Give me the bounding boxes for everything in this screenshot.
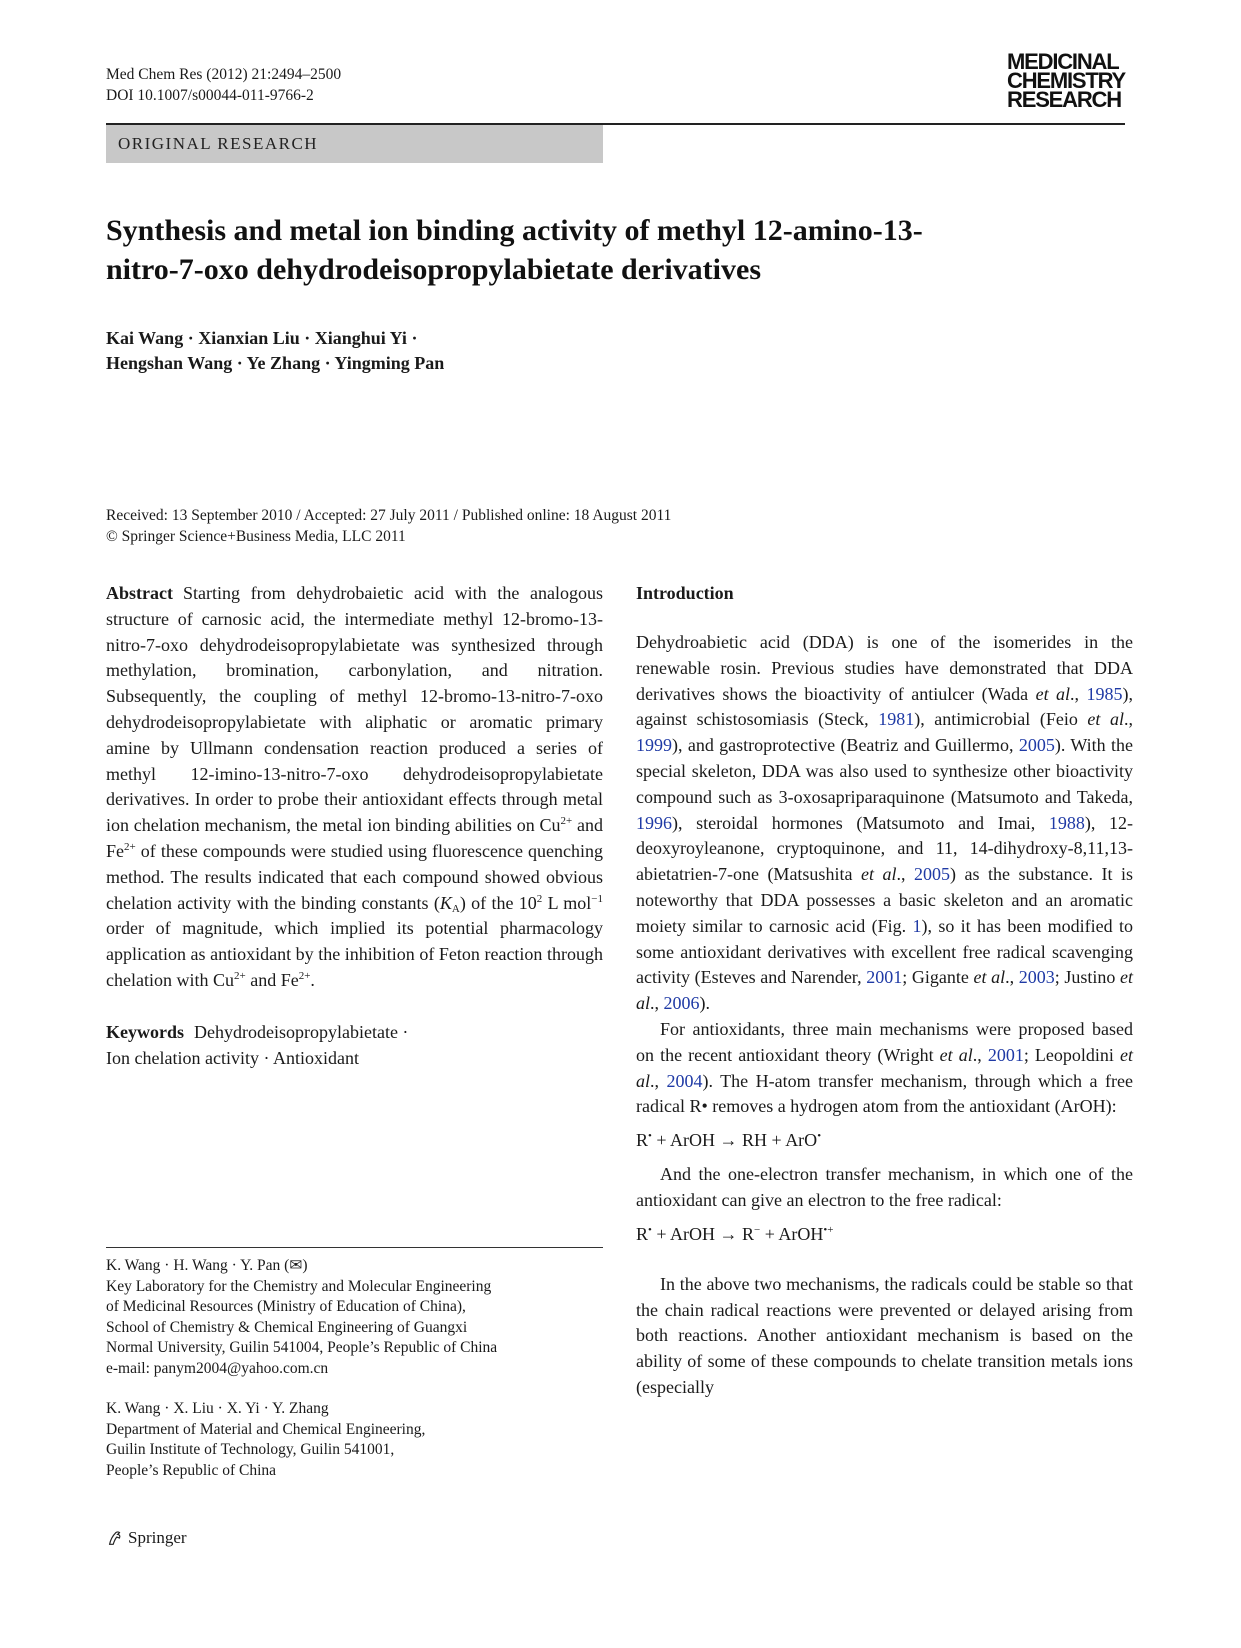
- citation-link[interactable]: 2005: [913, 864, 950, 885]
- logo-line: CHEMISTRY: [1007, 68, 1125, 93]
- affiliation-line: People’s Republic of China: [106, 1461, 277, 1479]
- equation-h-atom-transfer: R• + ArOH → RH + ArO•: [636, 1130, 822, 1151]
- citation-link[interactable]: 2005: [1018, 735, 1055, 756]
- affiliation-names: K. Wang · X. Liu · X. Yi · Y. Zhang: [106, 1400, 329, 1417]
- citation-link[interactable]: 1981: [878, 709, 915, 730]
- keyword-line: Dehydrodeisopropylabietate ·: [194, 1021, 409, 1042]
- logo-line: RESEARCH: [1007, 87, 1121, 112]
- citation-link[interactable]: 2001: [987, 1044, 1024, 1065]
- citation-link[interactable]: 1999: [636, 735, 672, 756]
- publisher-footer: [106, 1528, 187, 1548]
- keywords: [106, 1020, 603, 1072]
- journal-reference: [106, 64, 341, 106]
- abstract-label: Abstract: [106, 583, 173, 603]
- citation-link[interactable]: 1996: [636, 812, 672, 833]
- affiliation-1: [106, 1256, 603, 1379]
- keywords-label: Keywords: [106, 1021, 184, 1042]
- affiliation-line: Normal University, Guilin 541004, People’s Republic of China: [106, 1339, 498, 1356]
- citation-link[interactable]: 2003: [1018, 967, 1055, 988]
- affiliation-divider: [106, 1247, 603, 1248]
- citation-link[interactable]: 1988: [1048, 812, 1085, 833]
- doi: DOI 10.1007/s00044-011-9766-2: [106, 87, 314, 104]
- intro-paragraph: In the above two mechanisms, the radicals could be stable so that the chain radical reactions were prevented or delayed arising from both reactions. Another antioxidant mechanism is based on the ability of some of these compounds to chelate transition metals ions (especially: [636, 1273, 1133, 1397]
- affiliation-2: [106, 1399, 603, 1481]
- section-banner: ORIGINAL RESEARCH: [106, 125, 603, 163]
- springer-horse-icon: [106, 1529, 124, 1547]
- author-line: Hengshan Wang · Ye Zhang · Yingming Pan: [106, 353, 445, 373]
- intro-paragraph: And the one-electron transfer mechanism, in which one of the antioxidant can give an electron to the free radical:: [636, 1164, 1133, 1210]
- italic-text: et al: [636, 1044, 1133, 1091]
- copyright-line: © Springer Science+Business Media, LLC 2011: [106, 528, 406, 545]
- affiliation-line: Guilin Institute of Technology, Guilin 541001,: [106, 1441, 395, 1458]
- article-title: [106, 211, 1116, 289]
- affiliation-line: Department of Material and Chemical Engineering,: [106, 1420, 426, 1438]
- italic-text: et al: [973, 967, 1006, 988]
- logo-line: MEDICINAL: [1007, 49, 1119, 74]
- affiliation-line: of Medicinal Resources (Ministry of Education of China),: [106, 1298, 466, 1315]
- intro-paragraph: Dehydroabietic acid (DDA) is one of the isomerides in the renewable rosin. Previous studies have demonstrated that DDA derivatives shows the bioactivity of antiulcer (Wada et al., 1985), against schistosomiasis (Steck, 1981), antimicrobial (Feio et al., 1999), and gastroprotective (Beatriz and Guillermo, 2005). With the special skeleton, DDA was also used to synthesize other bioactivity compound such as 3-oxosapriparaquinone (Matsumoto and Takeda, 1996), steroidal hormones (Matsumoto and Imai, 1988), 12-deoxyroyleanone, cryptoquinone, and 11, 14-dihydroxy-8,11,13-abietatrien-7-one (Matsushita et al., 2005) as the substance. It is noteworthy that DDA possesses a basic skeleton and an aromatic moiety similar to carnosic acid (Fig. 1), so it has been modified to some antioxidant derivatives with excellent free radical scavenging activity (Esteves and Narender, 2001; Gigante et al., 2003; Justino et al., 2006).: [636, 632, 1134, 1014]
- envelope-icon: ✉: [289, 1257, 303, 1274]
- publisher-name: Springer: [128, 1528, 187, 1547]
- left-column: [106, 581, 603, 1071]
- citation-link[interactable]: 2004: [666, 1070, 703, 1091]
- abstract: Abstract Starting from dehydrobaietic acid with the analogous structure of carnosic acid, the intermediate methyl 12-bromo-13-nitro-7-oxo dehydrodeisopropylabietate was synthesized through methylation, bromination, carbonylation, and nitration. Subsequently, the coupling of methyl 12-bromo-13-nitro-7-oxo dehydrodeisopropylabietate with aliphatic or aromatic primary amine by Ullmann condensation reaction produced a series of methyl 12-imino-13-nitro-7-oxo dehydrodeisopropylabietate derivatives. In order to probe their antioxidant effects through metal ion chelation mechanism, the metal ion binding abilities on $Cu^{2+}$ and $Fe^{2+}$ of these compounds were studied using fluorescence quenching method. The results indicated that each compound showed obvious chelation activity with the binding constants $(K_A)$ of the $10^2$ L mol$^{-1}$ order of magnitude, which implied its potential pharmacology application as antioxidant by the inhibition of Feton reaction through chelation with $Cu^{2+}$ and $Fe^{2+}$.: [106, 583, 603, 990]
- intro-paragraph: For antioxidants, three main mechanisms were proposed based on the recent antioxidant theory (Wright et al., 2001; Leopoldini et al., 2004). The H-atom transfer mechanism, through which a free radical R• removes a hydrogen atom from the antioxidant (ArOH):: [636, 1018, 1133, 1117]
- italic-text: et al: [636, 967, 1134, 1014]
- citation-link[interactable]: 1: [912, 915, 922, 936]
- citation-link[interactable]: 2001: [866, 967, 903, 988]
- affiliation-line: Key Laboratory for the Chemistry and Molecular Engineering: [106, 1277, 492, 1295]
- email: e-mail: panym2004@yahoo.com.cn: [106, 1359, 329, 1377]
- author-line: Kai Wang · Xianxian Liu · Xianghui Yi ·: [106, 328, 418, 348]
- journal-logo: [1007, 49, 1125, 112]
- citation-link[interactable]: 2006: [663, 993, 700, 1014]
- publication-dates: [106, 505, 671, 547]
- affiliation-names: K. Wang · H. Wang · Y. Pan (✉): [106, 1257, 308, 1274]
- italic-text: et al: [939, 1044, 973, 1065]
- title-line: nitro-7-oxo dehydrodeisopropylabietate derivatives: [106, 253, 761, 286]
- italic-text: et al: [1035, 683, 1071, 704]
- citation-link[interactable]: 1985: [1086, 683, 1123, 704]
- keyword-line: Ion chelation activity · Antioxidant: [106, 1047, 359, 1068]
- journal-citation: Med Chem Res (2012) 21:2494–2500: [106, 66, 342, 83]
- introduction-heading: Introduction: [636, 583, 734, 603]
- affiliation-line: School of Chemistry & Chemical Engineering of Guangxi: [106, 1318, 468, 1336]
- italic-text: et al: [1087, 709, 1124, 730]
- author-list: [106, 326, 444, 376]
- title-line: Synthesis and metal ion binding activity of methyl 12-amino-13-: [106, 214, 923, 247]
- received-accepted-line: Received: 13 September 2010 / Accepted: 27 July 2011 / Published online: 18 August 2011: [106, 507, 672, 524]
- italic-text: et al: [860, 864, 897, 885]
- equation-electron-transfer: R• + ArOH → R− + ArOH•+: [636, 1223, 834, 1244]
- right-column: [636, 581, 1133, 1401]
